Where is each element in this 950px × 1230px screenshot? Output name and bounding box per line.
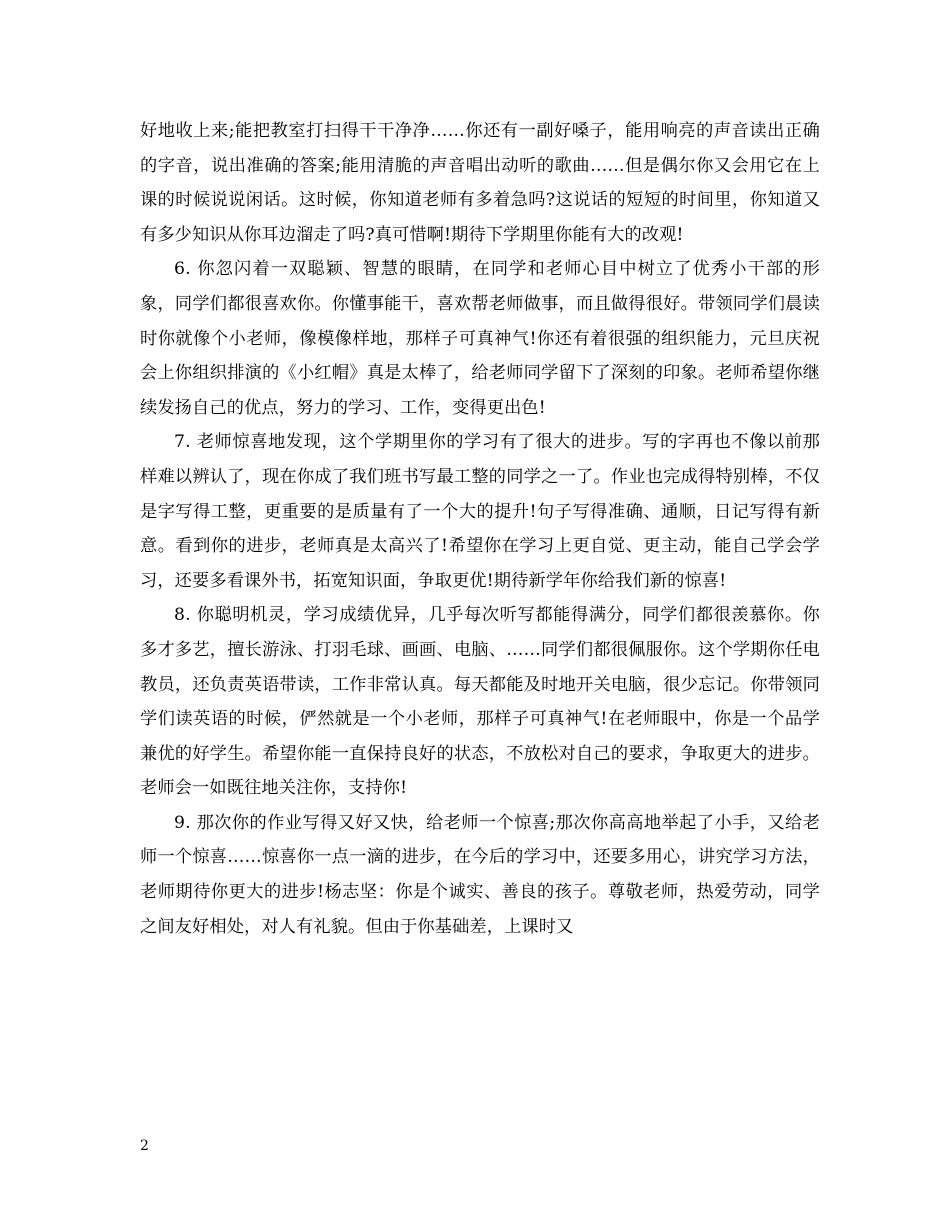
paragraph-comment-6: 6. 你忽闪着一双聪颖、智慧的眼睛，在同学和老师心目中树立了优秀小干部的形象，同学们都很喜欢你。你懂事能干，喜欢帮老师做事，而且做得很好。带领同学们晨读时你就像个小老师，像模像样地，那样子可真神气!你还有着很强的组织能力，元旦庆祝会上你组织排演的《小红帽》真是太棒了，给老师同学留下了深刻的印象。老师希望你继续发扬自己的优点，努力的学习、工作，变得更出色!: [140, 259, 820, 418]
paragraph-comment-8: 8. 你聪明机灵，学习成绩优异，几乎每次听写都能得满分，同学们都很羡慕你。你多才多艺，擅长游泳、打羽毛球、画画、电脑、……同学们都很佩服你。这个学期你任电教员，还负责英语带读，工作非常认真。每天都能及时地开关电脑，很少忘记。你带领同学们读英语的时候，俨然就是一个小老师，那样子可真神气!在老师眼中，你是一个品学兼优的好学生。希望你能一直保持良好的状态，不放松对自己的要求，争取更大的进步。老师会一如既往地关注你，支持你!: [140, 605, 820, 799]
paragraph-continuation: 好地收上来;能把教室打扫得干干净净……你还有一副好嗓子，能用响亮的声音读出正确的字音，说出准确的答案;能用清脆的声音唱出动听的歌曲……但是偶尔你又会用它在上课的时候说说闲话。这时候，你知道老师有多着急吗?这说话的短短的时间里，你知道又有多少知识从你耳边溜走了吗?真可惜啊!期待下学期里你能有大的改观!: [140, 121, 820, 245]
page-body: [140, 114, 820, 944]
paragraph-comment-7: 7. 老师惊喜地发现，这个学期里你的学习有了很大的进步。写的字再也不像以前那样难以辨认了，现在你成了我们班书写最工整的同学之一了。作业也完成得特别棒，不仅是字写得工整，更重要的是质量有了一个大的提升!句子写得准确、通顺，日记写得有新意。看到你的进步，老师真是太高兴了!希望你在学习上更自觉、更主动，能自己学会学习，还要多看课外书，拓宽知识面，争取更优!期待新学年你给我们新的惊喜!: [140, 432, 820, 591]
paragraph-comment-9: 9. 那次你的作业写得又好又快，给老师一个惊喜;那次你高高地举起了小手，又给老师一个惊喜……惊喜你一点一滴的进步，在今后的学习中，还要多用心，讲究学习方法，老师期待你更大的进步!杨志坚：你是个诚实、善良的孩子。尊敬老师，热爱劳动，同学之间友好相处，对人有礼貌。但由于你基础差，上课时又: [140, 812, 820, 937]
page-number: 2: [140, 1138, 149, 1154]
